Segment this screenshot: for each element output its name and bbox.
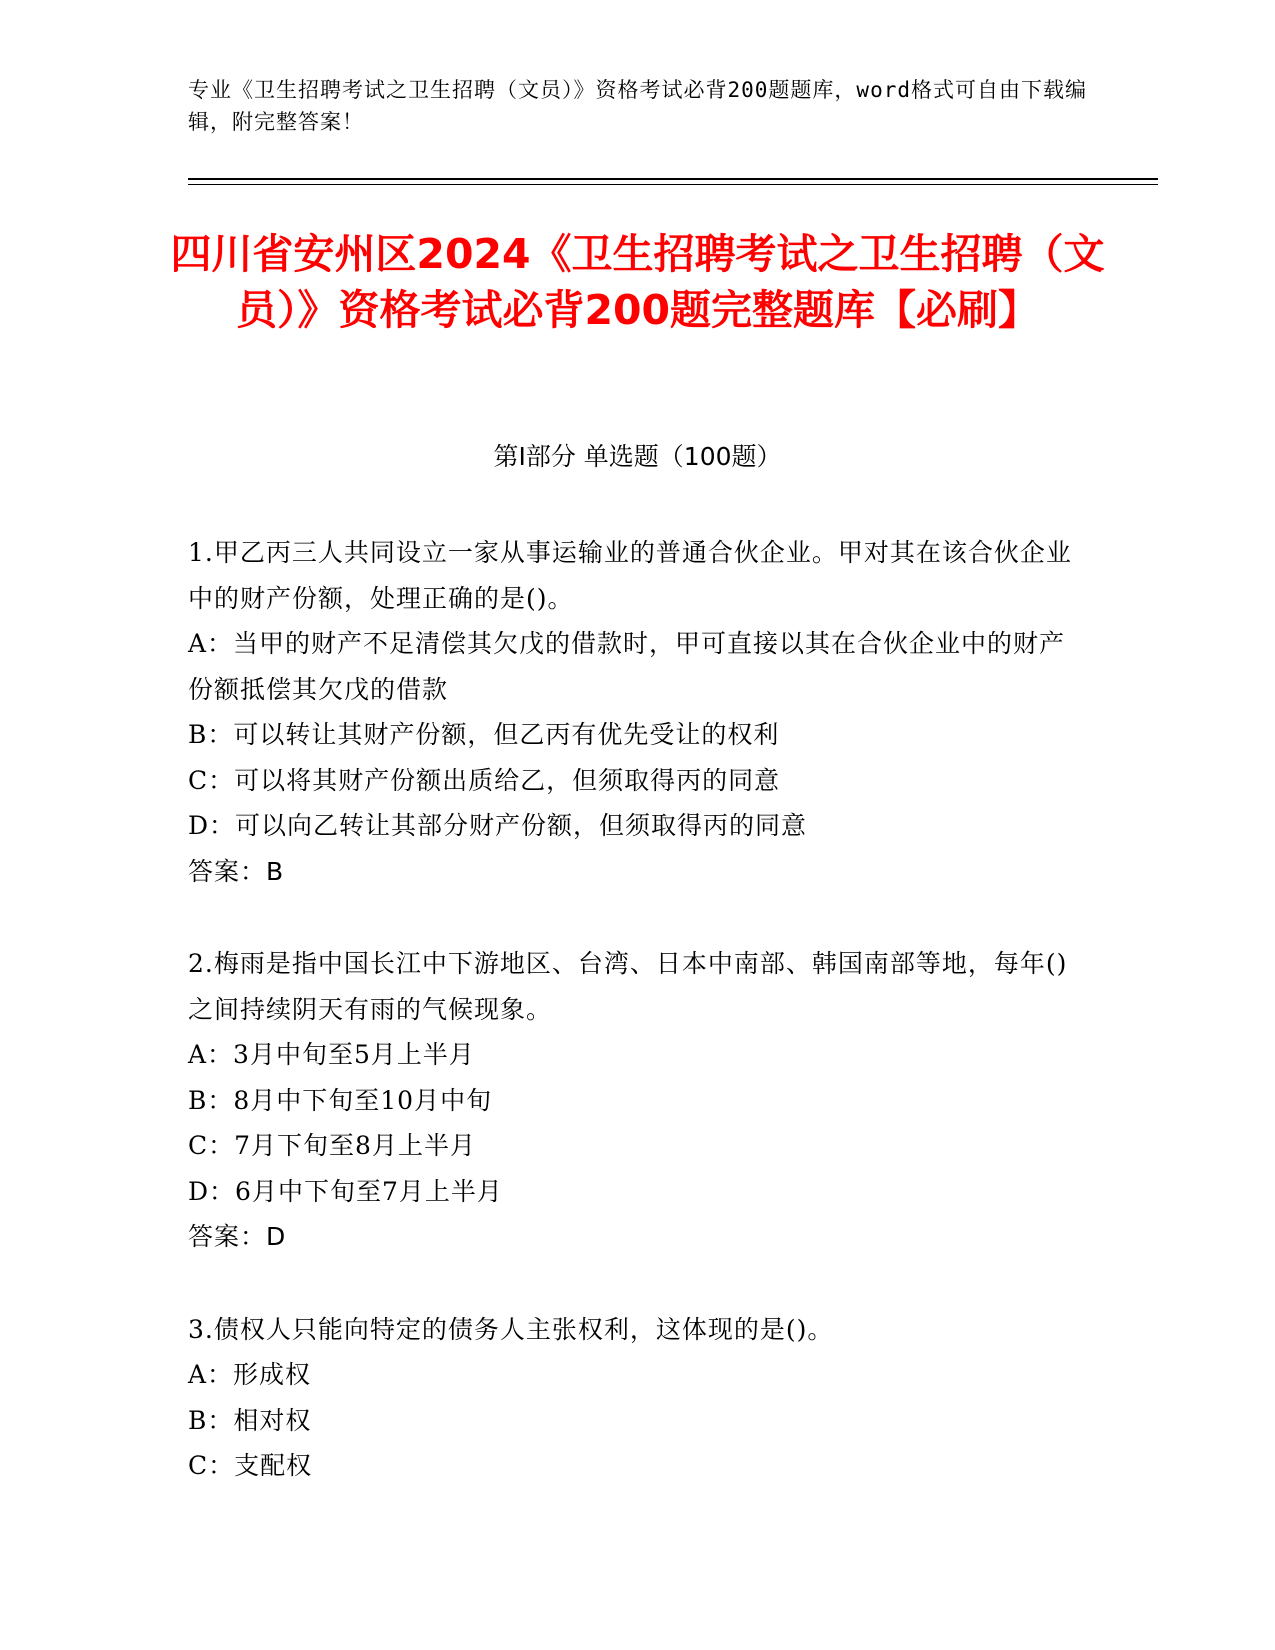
question-option: C：7月下旬至8月上半月: [188, 1131, 476, 1160]
question-answer: 答案：D: [188, 1222, 287, 1251]
question-item: [188, 530, 1078, 894]
question-stem: 1.甲乙丙三人共同设立一家从事运输业的普通合伙企业。甲对其在该合伙企业中的财产份额，处理正确的是()。: [188, 538, 1072, 613]
question-option: B：相对权: [188, 1405, 312, 1435]
document-title: 四川省安州区2024《卫生招聘考试之卫生招聘（文员）》资格考试必背200题完整题库【必刷】: [170, 230, 1105, 334]
question-stem: 2.梅雨是指中国长江中下游地区、台湾、日本中南部、韩国南部等地，每年()之间持续阴天有雨的气候现象。: [188, 949, 1068, 1024]
question-option: C：可以将其财产份额出质给乙，但须取得丙的同意: [188, 765, 781, 795]
section-title: 第I部分 单选题（100题）: [493, 442, 782, 471]
question-option: A：当甲的财产不足清偿其欠戊的借款时，甲可直接以其在合伙企业中的财产份额抵偿其欠戊的借款: [188, 629, 1066, 704]
question-item: [188, 1307, 1078, 1489]
question-option: D：可以向乙转让其部分财产份额，但须取得丙的同意: [188, 811, 808, 840]
question-option: A：形成权: [188, 1360, 312, 1389]
header-divider-thin: [188, 184, 1158, 185]
header-note: 专业《卫生招聘考试之卫生招聘（文员）》资格考试必背200题题库，word格式可自由下载编辑，附完整答案！: [188, 78, 1087, 134]
question-item: [188, 941, 1078, 1260]
header-divider-thick: [188, 178, 1158, 180]
question-list: [188, 530, 1078, 1536]
question-option: B：8月中下旬至10月中旬: [188, 1085, 493, 1115]
question-option: C：支配权: [188, 1451, 313, 1480]
question-stem: 3.债权人只能向特定的债务人主张权利，这体现的是()。: [188, 1314, 834, 1344]
question-option: B：可以转让其财产份额，但乙丙有优先受让的权利: [188, 720, 780, 749]
question-answer: 答案：B: [188, 856, 285, 886]
question-option: A：3月中旬至5月上半月: [188, 1040, 475, 1069]
question-option: D：6月中下旬至7月上半月: [188, 1176, 503, 1206]
